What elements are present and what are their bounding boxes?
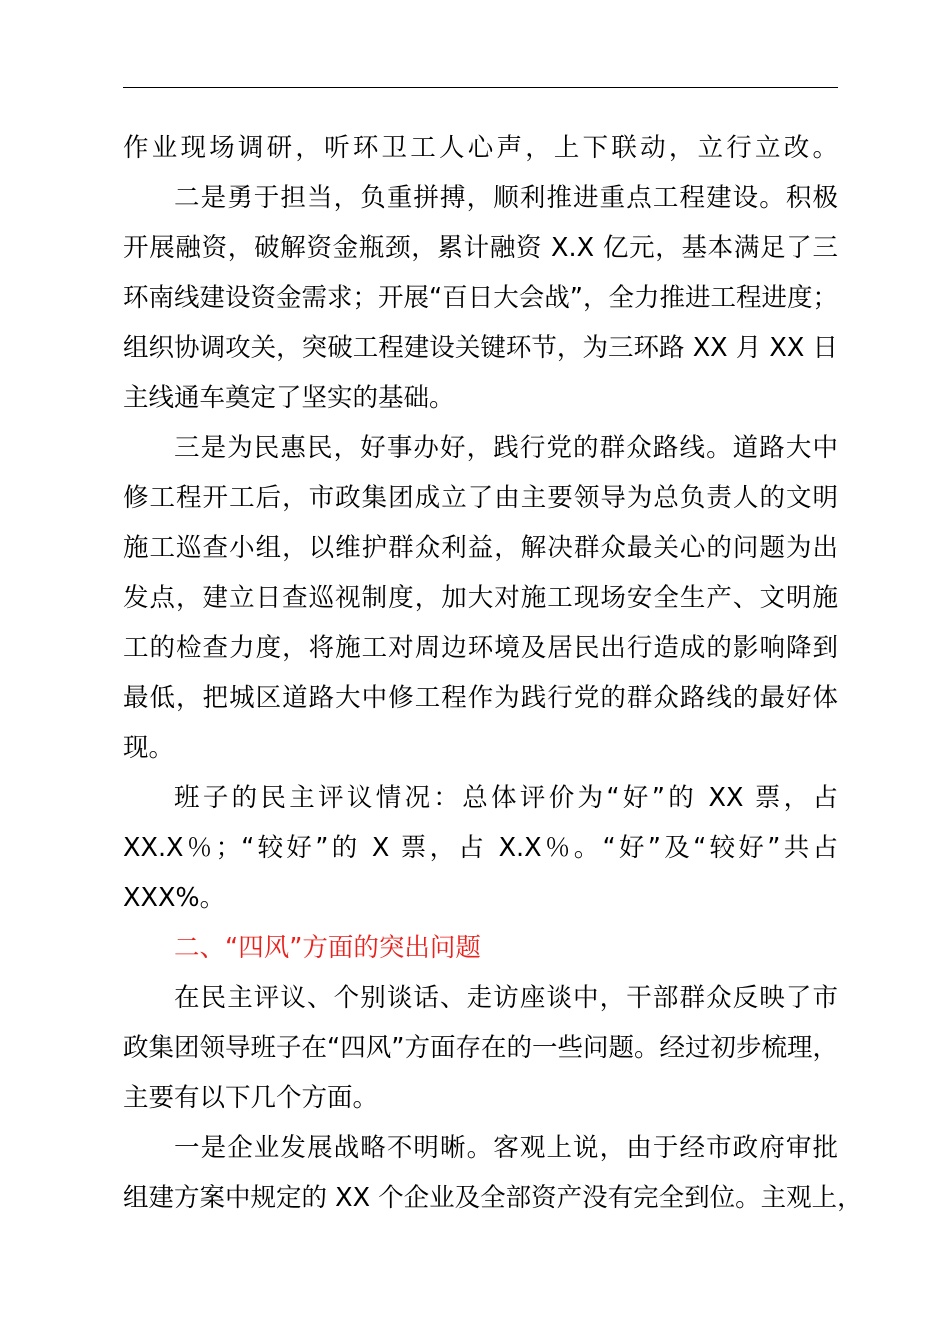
header-rule — [123, 87, 838, 88]
paragraph-first-line: 三是为民惠民，好事办好，践行党的群众路线。道路大中 — [174, 433, 838, 463]
body-line: 政集团领导班子在“四风”方面存在的一些问题。经过初步梳理， — [123, 1033, 838, 1063]
body-line: 最低，把城区道路大中修工程作为践行党的群众路线的最好体 — [123, 683, 838, 713]
body-line: XXX%。 — [123, 883, 226, 913]
body-line: 工的检查力度，将施工对周边环境及居民出行造成的影响降到 — [123, 633, 838, 663]
paragraph-first-line: 二是勇于担当，负重拼搏，顺利推进重点工程建设。积极 — [174, 183, 838, 213]
body-line: 现。 — [123, 733, 175, 763]
body-line: 主线通车奠定了坚实的基础。 — [123, 383, 455, 413]
body-line: 组织协调攻关，突破工程建设关键环节，为三环路 XX 月 XX 日 — [123, 333, 838, 363]
paragraph-first-line: 一是企业发展战略不明晰。客观上说，由于经市政府审批 — [174, 1133, 838, 1163]
paragraph-first-line: 在民主评议、个别谈话、走访座谈中，干部群众反映了市 — [174, 983, 838, 1013]
body-line: 作业现场调研，听环卫工人心声，上下联动，立行立改。 — [123, 133, 838, 163]
body-line: 修工程开工后，市政集团成立了由主要领导为总负责人的文明 — [123, 483, 838, 513]
body-line: XX.X％；“较好”的 X 票，占 X.X％。“好”及“较好”共占 — [123, 833, 838, 863]
body-line: 主要有以下几个方面。 — [123, 1083, 379, 1113]
body-line: 环南线建设资金需求；开展“百日大会战”，全力推进工程进度； — [123, 283, 838, 313]
section-heading: 二、“四风”方面的突出问题 — [174, 933, 481, 963]
body-line: 组建方案中规定的 XX 个企业及全部资产没有完全到位。主观上， — [123, 1183, 863, 1213]
body-line: 发点，建立日查巡视制度，加大对施工现场安全生产、文明施 — [123, 583, 838, 613]
body-line: 开展融资，破解资金瓶颈，累计融资 X.X 亿元，基本满足了三 — [123, 233, 838, 263]
body-line: 施工巡查小组，以维护群众利益，解决群众最关心的问题为出 — [123, 533, 838, 563]
paragraph-first-line: 班子的民主评议情况：总体评价为“好”的 XX 票，占 — [174, 783, 838, 813]
